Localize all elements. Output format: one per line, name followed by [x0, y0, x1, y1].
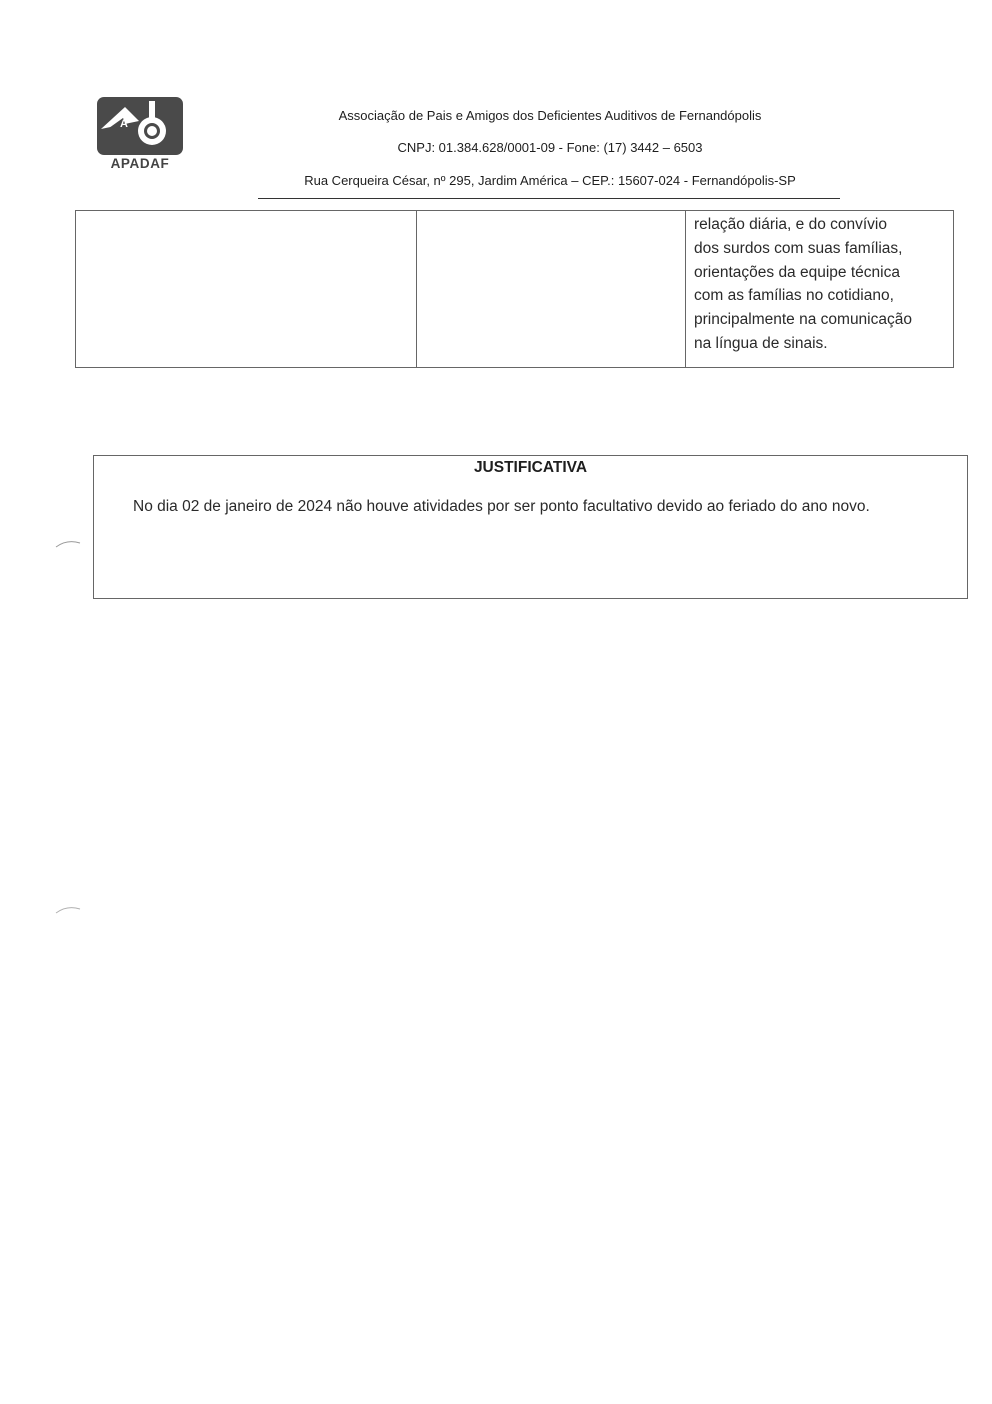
activity-description-cell	[694, 213, 952, 356]
punch-hole-mark-icon	[55, 905, 81, 915]
justification-title: JUSTIFICATIVA	[473, 459, 588, 476]
justification-box	[93, 455, 968, 599]
organization-name: Associação de Pais e Amigos dos Deficientes Auditivos de Fernandópolis	[338, 108, 762, 123]
cell-line: principalmente na comunicação	[694, 311, 912, 329]
cell-line: orientações da equipe técnica	[694, 263, 900, 281]
cell-line: relação diária, e do convívio	[694, 216, 888, 233]
address-line: Rua Cerqueira César, nº 295, Jardim América – CEP.: 15607-024 - Fernandópolis-SP	[304, 173, 796, 188]
apadaf-logo	[95, 95, 185, 175]
justification-text: No dia 02 de janeiro de 2024 não houve atividades por ser ponto facultativo devido ao feriado do ano novo.	[133, 498, 870, 515]
header-divider	[258, 198, 840, 199]
cell-line: dos surdos com suas famílias,	[694, 239, 903, 257]
contact-line: CNPJ: 01.384.628/0001-09 - Fone: (17) 3442 – 6503	[397, 140, 703, 155]
punch-hole-mark-icon	[55, 539, 81, 549]
ear-hand-logo-icon	[95, 95, 185, 157]
logo-text: APADAF	[110, 156, 170, 171]
cell-line: na língua de sinais.	[694, 334, 828, 352]
activity-table-continuation	[75, 210, 954, 368]
column-divider	[416, 211, 417, 367]
cell-line: com as famílias no cotidiano,	[694, 287, 894, 305]
svg-text:A: A	[120, 118, 128, 130]
column-divider	[685, 211, 686, 367]
